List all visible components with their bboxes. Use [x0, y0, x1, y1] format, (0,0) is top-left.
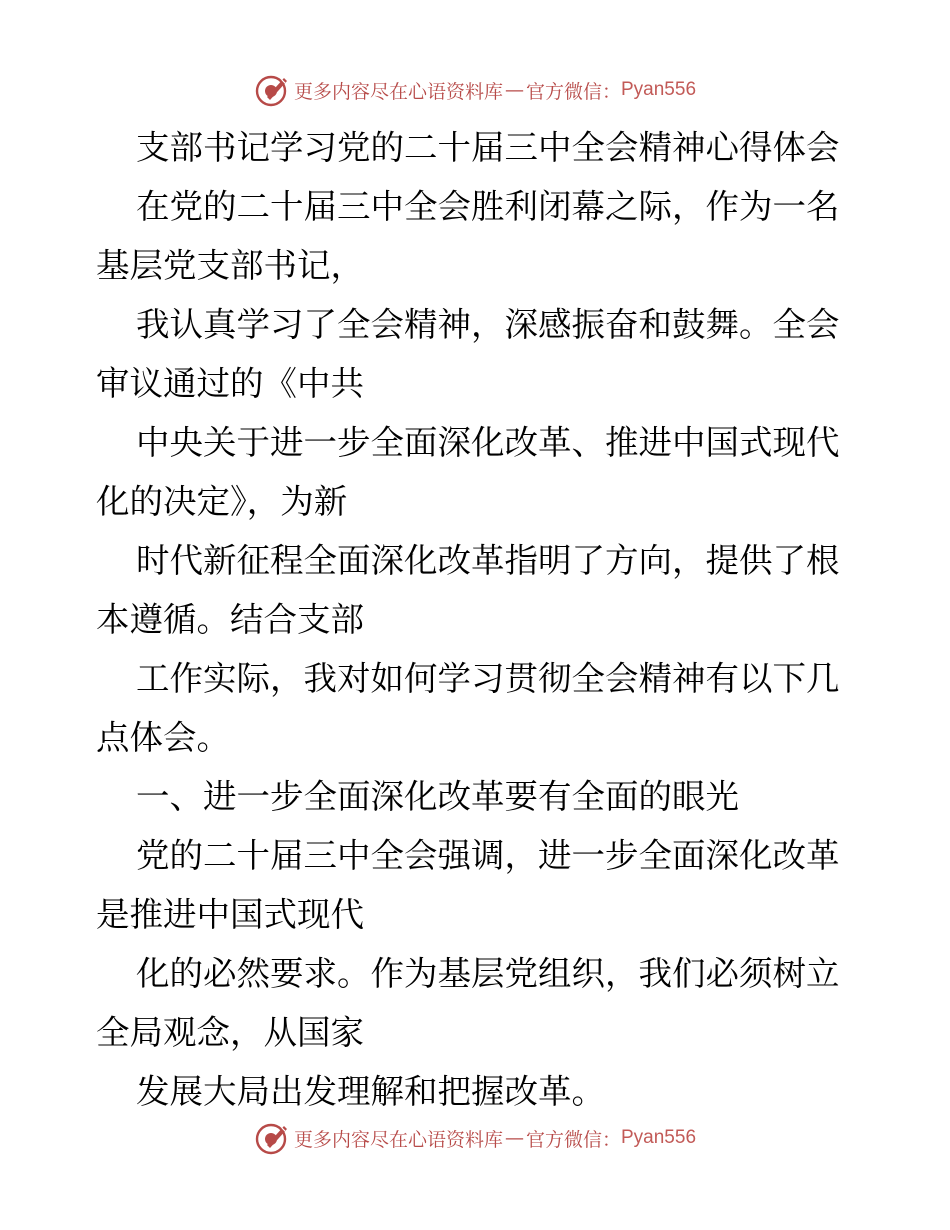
- text-line: 审议通过的《中共: [96, 364, 364, 403]
- text-line: 全局观念，从国家: [96, 1013, 364, 1052]
- document-body: [96, 118, 856, 1121]
- document-title: 支部书记学习党的二十届三中全会精神心得体会: [136, 128, 840, 167]
- text-line: 工作实际，我对如何学习贯彻全会精神有以下几: [136, 659, 840, 698]
- text-line: 中央关于进一步全面深化改革、推进中国式现代: [136, 423, 840, 462]
- text-line: 化的决定》，为新: [96, 482, 348, 521]
- text-line: 基层党支部书记，: [96, 246, 364, 285]
- text-line: 本遵循。结合支部: [96, 600, 364, 639]
- banner-wechat-label: 官方微信：: [525, 1128, 621, 1151]
- text-line: 党的二十届三中全会强调，进一步全面深化改革: [136, 836, 840, 875]
- banner-wechat-handle: Pyan556: [621, 1127, 697, 1148]
- text-line: 化的必然要求。作为基层党组织，我们必须树立: [136, 954, 840, 993]
- pen-logo-icon: [254, 72, 290, 108]
- text-line: 在党的二十届三中全会胜利闭幕之际，作为一名: [136, 187, 840, 226]
- section-heading: 一、进一步全面深化改革要有全面的眼光: [136, 777, 739, 816]
- banner-separator: —: [504, 79, 524, 101]
- text-line: 点体会。: [96, 718, 230, 757]
- banner-separator: —: [504, 1127, 524, 1149]
- banner-site-text: 更多内容尽在心语资料库: [293, 80, 503, 103]
- banner-site-text: 更多内容尽在心语资料库: [293, 1128, 503, 1151]
- banner-wechat-label: 官方微信：: [525, 80, 621, 103]
- text-line: 时代新征程全面深化改革指明了方向，提供了根: [136, 541, 840, 580]
- text-line: 发展大局出发理解和把握改革。: [136, 1072, 605, 1111]
- text-line: 是推进中国式现代: [96, 895, 364, 934]
- pen-logo-icon: [254, 1120, 290, 1156]
- header-banner: [0, 70, 950, 110]
- text-line: 我认真学习了全会精神，深感振奋和鼓舞。全会: [136, 305, 840, 344]
- banner-wechat-handle: Pyan556: [621, 79, 697, 100]
- footer-banner: [0, 1118, 950, 1158]
